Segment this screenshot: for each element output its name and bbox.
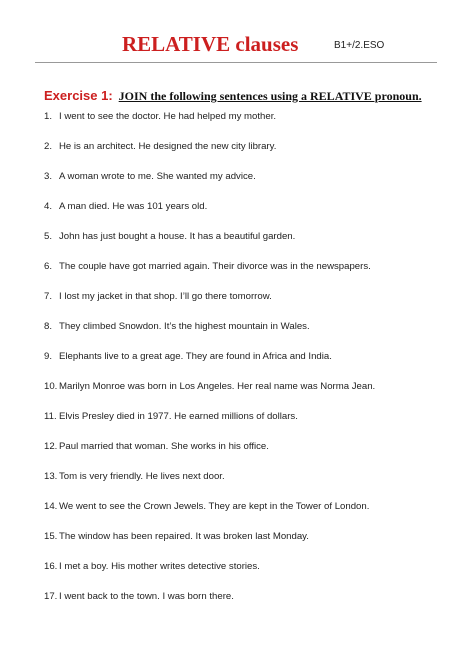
item-text: The couple have got married again. Their divorce was in the newspapers. — [59, 261, 371, 272]
item-text: He is an architect. He designed the new city library. — [59, 141, 277, 152]
item-number: 6. — [44, 261, 53, 272]
list-item — [44, 170, 375, 200]
list-item — [44, 440, 375, 470]
item-text: I lost my jacket in that shop. I’ll go there tomorrow. — [59, 291, 272, 302]
item-text: We went to see the Crown Jewels. They are kept in the Tower of London. — [59, 501, 370, 512]
item-number: 9. — [44, 351, 53, 362]
item-number: 15. — [44, 531, 58, 542]
header-divider — [35, 62, 437, 63]
list-item — [44, 590, 375, 620]
sentence-list — [44, 110, 375, 620]
list-item — [44, 110, 375, 140]
list-item — [44, 500, 375, 530]
item-number: 3. — [44, 171, 53, 182]
item-number: 1. — [44, 111, 53, 122]
item-number: 11. — [44, 411, 57, 422]
item-text: Elvis Presley died in 1977. He earned millions of dollars. — [59, 411, 298, 422]
item-number: 4. — [44, 201, 53, 212]
exercise-instruction: JOIN the following sentences using a RELATIVE pronoun. — [118, 89, 422, 103]
item-text: A woman wrote to me. She wanted my advice. — [59, 171, 256, 182]
item-number: 8. — [44, 321, 53, 332]
item-number: 16. — [44, 561, 58, 572]
item-number: 12. — [44, 441, 58, 452]
item-text: Marilyn Monroe was born in Los Angeles. Her real name was Norma Jean. — [59, 381, 376, 392]
item-number: 7. — [44, 291, 53, 302]
list-item — [44, 200, 375, 230]
exercise-label: Exercise 1: — [44, 88, 113, 103]
item-text: Elephants live to a great age. They are found in Africa and India. — [59, 351, 332, 362]
list-item — [44, 260, 375, 290]
item-number: 14. — [44, 501, 58, 512]
list-item — [44, 320, 375, 350]
item-text: I met a boy. His mother writes detective stories. — [59, 561, 260, 572]
item-text: I went back to the town. I was born there. — [59, 591, 234, 602]
item-text: Paul married that woman. She works in his office. — [59, 441, 269, 452]
exercise-heading — [44, 87, 422, 105]
item-number: 17. — [44, 591, 58, 602]
list-item — [44, 410, 375, 440]
list-item — [44, 140, 375, 170]
list-item — [44, 530, 375, 560]
item-number: 2. — [44, 141, 53, 152]
level-label: B1+/2.ESO — [334, 40, 385, 51]
item-number: 13. — [44, 471, 58, 482]
item-text: They climbed Snowdon. It’s the highest mountain in Wales. — [59, 321, 310, 332]
list-item — [44, 350, 375, 380]
page-title: RELATIVE clauses — [122, 32, 299, 56]
item-text: I went to see the doctor. He had helped my mother. — [59, 111, 277, 122]
list-item — [44, 560, 375, 590]
item-number: 10. — [44, 381, 58, 392]
item-number: 5. — [44, 231, 53, 242]
item-text: A man died. He was 101 years old. — [59, 201, 208, 212]
item-text: John has just bought a house. It has a beautiful garden. — [59, 231, 296, 242]
list-item — [44, 230, 375, 260]
item-text: The window has been repaired. It was broken last Monday. — [59, 531, 309, 542]
list-item — [44, 290, 375, 320]
item-text: Tom is very friendly. He lives next door. — [59, 471, 225, 482]
list-item — [44, 470, 375, 500]
list-item — [44, 380, 375, 410]
